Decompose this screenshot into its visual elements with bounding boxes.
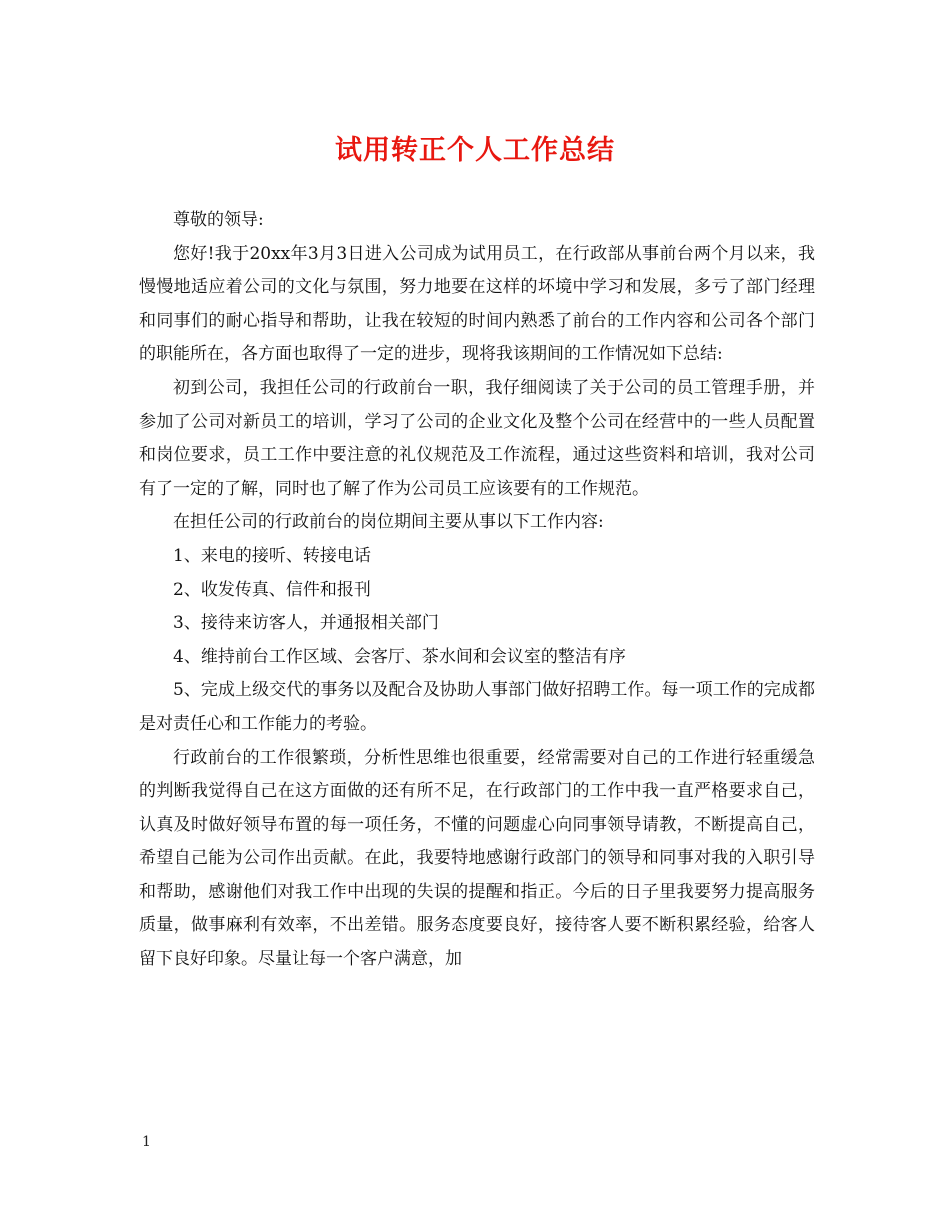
list-item: 1、来电的接听、转接电话 [173,545,371,566]
document-title: 试用转正个人工作总结 [335,135,615,166]
page-number: 1 [142,1134,151,1150]
list-item: 4、维持前台工作区域、会客厅、茶水间和会议室的整洁有序 [173,646,626,667]
list-item: 3、接待来访客人，并通报相关部门 [173,613,439,634]
document-body [139,204,815,977]
paragraph-reflection: 行政前台的工作很繁琐，分析性思维也很重要，经常需要对自己的工作进行轻重缓急的判断我觉得自己在这方面做的还有所不足，在行政部门的工作中我一直严格要求自己，认真及时做好领导布置的每一项任务，不懂的问题虚心向同事领导请教，不断提高自己，希望自己能为公司作出贡献。在此，我要特地感谢行政部门的领导和同事对我的入职引导和帮助，感谢他们对我工作中出现的失误的提醒和指正。今后的日子里我要努力提高服务质量，做事麻利有效率，不出差错。服务态度要良好，接待客人要不断积累经验，给客人留下良好印象。尽量让每一个客户满意，加 [139,747,815,970]
list-item: 5、完成上级交代的事务以及配合及协助人事部门做好招聘工作。每一项工作的完成都是对责任心和工作能力的考验。 [139,680,815,734]
paragraph-onboarding: 初到公司，我担任公司的行政前台一职，我仔细阅读了关于公司的员工管理手册，并参加了公司对新员工的培训，学习了公司的企业文化及整个公司在经营中的一些人员配置和岗位要求，员工工作中要注意的礼仪规范及工作流程，通过这些资料和培训，我对公司有了一定的了解，同时也了解了作为公司员工应该要有的工作规范。 [139,377,815,499]
salutation: 尊敬的领导: [173,210,264,230]
paragraph-intro: 您好!我于20xx年3月3日进入公司成为试用员工，在行政部从事前台两个月以来，我慢慢地适应着公司的文化与氛围，努力地要在这样的坏境中学习和发展，多亏了部门经理和同事们的耐心指导和帮助，让我在较短的时间内熟悉了前台的工作内容和公司各个部门的职能所在，各方面也取得了一定的进步，现将我该期间的工作情况如下总结: [139,243,815,365]
paragraph-duties-intro: 在担任公司的行政前台的岗位期间主要从事以下工作内容: [173,512,604,533]
list-item: 2、收发传真、信件和报刊 [173,579,371,600]
